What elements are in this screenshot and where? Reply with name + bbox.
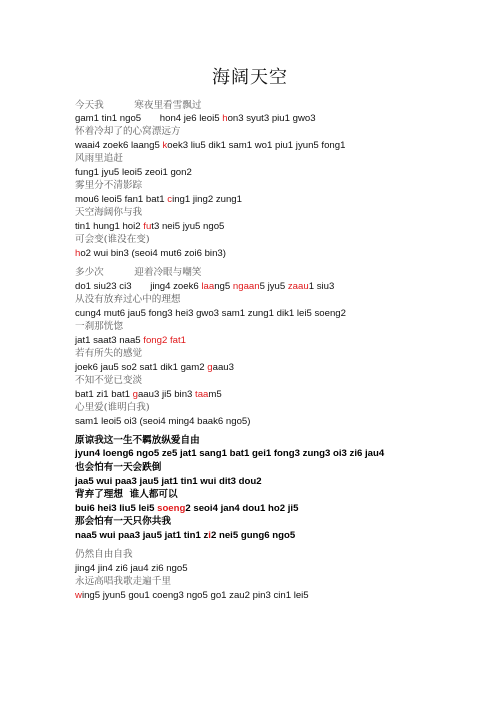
lyric-text: 不知不觉已变淡	[75, 375, 143, 386]
highlighted-syllable: h	[75, 248, 81, 259]
lyric-text: fung1 jyu5 leoi5 zeoi1 gon2	[75, 167, 192, 178]
page-title: 海阔天空	[212, 67, 288, 88]
lyric-text: ing1 jing2 zung1	[172, 194, 242, 205]
lyric-text: 2 seoi4 jan4 dou1 ho2 ji5	[185, 503, 299, 514]
romanization-line	[75, 167, 192, 179]
lyric-text: jing4 jin4 zi6 jau4 zi6 ngo5	[75, 563, 188, 574]
lyric-text: 风雨里追赶	[75, 153, 123, 164]
romanization-line	[75, 416, 250, 428]
lyric-text: jat1 saat3 naa5	[75, 335, 144, 346]
romanization-line	[75, 530, 295, 542]
highlighted-syllable: zaau	[287, 281, 309, 292]
lyric-text: oek3 liu5 dik1 sam1 wo1 piu1 jyun5 fong1	[167, 140, 346, 151]
romanization-line	[75, 335, 186, 347]
chinese-lyric-line	[75, 549, 133, 561]
romanization-line	[75, 448, 384, 460]
chinese-lyric-line	[75, 100, 201, 112]
lyric-text: mou6 leoi5 fan1 bat1	[75, 194, 168, 205]
lyric-text: t3 nei5 jyu5 ngo5	[151, 221, 225, 232]
highlighted-syllable: w	[75, 590, 82, 601]
chinese-lyric-line	[75, 294, 181, 306]
lyric-text: 2 nei5 gung6 ngo5	[210, 530, 296, 541]
lyric-text: 怀着冷却了的心窝漂远方	[75, 126, 181, 137]
chinese-lyric-line	[75, 489, 178, 501]
lyric-text: bat1 zi1 bat1	[75, 389, 133, 400]
highlighted-syllable: fong2 fat1	[143, 335, 186, 346]
chinese-lyric-line	[75, 267, 201, 279]
lyric-text: tin1 hung1 hoi2	[75, 221, 144, 232]
lyric-text: on3 syut3 piu1 gwo3	[227, 113, 316, 124]
highlighted-syllable: k	[162, 140, 168, 151]
lyric-text: 也会怕有一天会跌倒	[75, 462, 162, 473]
romanization-line	[75, 389, 222, 401]
lyric-text: 永远高唱我歌走遍千里	[75, 576, 171, 587]
highlighted-syllable: c	[167, 194, 173, 205]
lyric-text: bui6 hei3 liu5 lei5	[75, 503, 158, 514]
chinese-lyric-line	[75, 234, 150, 246]
lyric-text: m5	[208, 389, 222, 400]
romanization-line	[75, 194, 242, 206]
lyric-text: 那会怕有一天只你共我	[75, 516, 171, 527]
romanization-line	[75, 503, 298, 515]
lyric-text: gam1 tin1 ngo5 hon4 je6 leoi5	[75, 113, 223, 124]
highlighted-syllable: fu	[143, 221, 152, 232]
highlighted-syllable: soeng	[157, 503, 186, 514]
lyric-text: o2 wui bin3 (seoi4 mut6 zoi6 bin3)	[80, 248, 226, 259]
lyric-text: do1 siu23 ci3 jing4 zoek6	[75, 281, 202, 292]
lyric-text: 5 jyu5	[259, 281, 288, 292]
lyric-text: ing5 jyun5 gou1 coeng3 ngo5 go1 zau2 pin3 cin1 lei5	[81, 590, 309, 601]
highlighted-syllable: laa	[201, 281, 215, 292]
highlighted-syllable: ngaan	[232, 281, 260, 292]
chinese-lyric-line	[75, 516, 171, 528]
lyric-text: 原谅我这一生不羁放纵爱自由	[75, 435, 200, 446]
highlighted-syllable: g	[207, 362, 213, 373]
chinese-lyric-line	[75, 576, 171, 588]
lyric-text: joek6 jau5 so2 sat1 dik1 gam2	[75, 362, 208, 373]
romanization-line	[75, 308, 346, 320]
romanization-line	[75, 140, 345, 152]
romanization-line	[75, 563, 188, 575]
highlighted-syllable: i	[208, 530, 211, 541]
lyric-text: 今天我 寒夜里看雪飘过	[75, 100, 202, 111]
lyric-text: aau3	[212, 362, 234, 373]
highlighted-syllable: taa	[195, 389, 209, 400]
lyric-text: 多少次 迎着冷眼与嘲笑	[75, 267, 202, 278]
lyric-text: 可会变(谁没在变)	[75, 234, 150, 245]
lyric-text: 雾里分不清影踪	[75, 180, 143, 191]
chinese-lyric-line	[75, 462, 161, 474]
lyric-text: cung4 mut6 jau5 fong3 hei3 gwo3 sam1 zung1 dik1 lei5 soeng2	[75, 308, 346, 319]
lyric-text: 若有所失的感觉	[75, 348, 143, 359]
lyric-text: naa5 wui paa3 jau5 jat1 tin1 z	[75, 530, 209, 541]
highlighted-syllable: g	[132, 389, 138, 400]
chinese-lyric-line	[75, 348, 142, 360]
romanization-line	[75, 362, 234, 374]
lyric-text: 背弃了理想 谁人都可以	[75, 489, 178, 500]
romanization-line	[75, 248, 226, 260]
chinese-lyric-line	[75, 321, 123, 333]
chinese-lyric-line	[75, 435, 200, 447]
lyric-text: ng5	[214, 281, 233, 292]
lyric-text: aau3 ji5 bin3	[137, 389, 196, 400]
chinese-lyric-line	[75, 207, 142, 219]
lyric-text: sam1 leoi5 oi3 (seoi4 ming4 baak6 ngo5)	[75, 416, 251, 427]
lyric-text: 1 siu3	[308, 281, 335, 292]
romanization-line	[75, 281, 334, 293]
romanization-line	[75, 113, 316, 125]
chinese-lyric-line	[75, 180, 142, 192]
romanization-line	[75, 590, 309, 602]
chinese-lyric-line	[75, 402, 150, 414]
lyric-text: 天空海阔你与我	[75, 207, 143, 218]
lyric-text: 一刹那恍惚	[75, 321, 123, 332]
lyric-text: 从没有放弃过心中的理想	[75, 294, 181, 305]
lyric-text: jaa5 wui paa3 jau5 jat1 tin1 wui dit3 dou2	[75, 476, 262, 487]
chinese-lyric-line	[75, 153, 123, 165]
lyric-text: jyun4 loeng6 ngo5 ze5 jat1 sang1 bat1 gei1 fong3 zung3 oi3 zi6 jau4	[75, 448, 385, 459]
romanization-line	[75, 221, 224, 233]
romanization-line	[75, 476, 262, 488]
highlighted-syllable: h	[222, 113, 228, 124]
lyric-text: 心里爱(谁明白我)	[75, 402, 150, 413]
lyric-text: waai4 zoek6 laang5	[75, 140, 163, 151]
chinese-lyric-line	[75, 375, 142, 387]
lyric-text: 仍然自由自我	[75, 549, 133, 560]
chinese-lyric-line	[75, 126, 181, 138]
